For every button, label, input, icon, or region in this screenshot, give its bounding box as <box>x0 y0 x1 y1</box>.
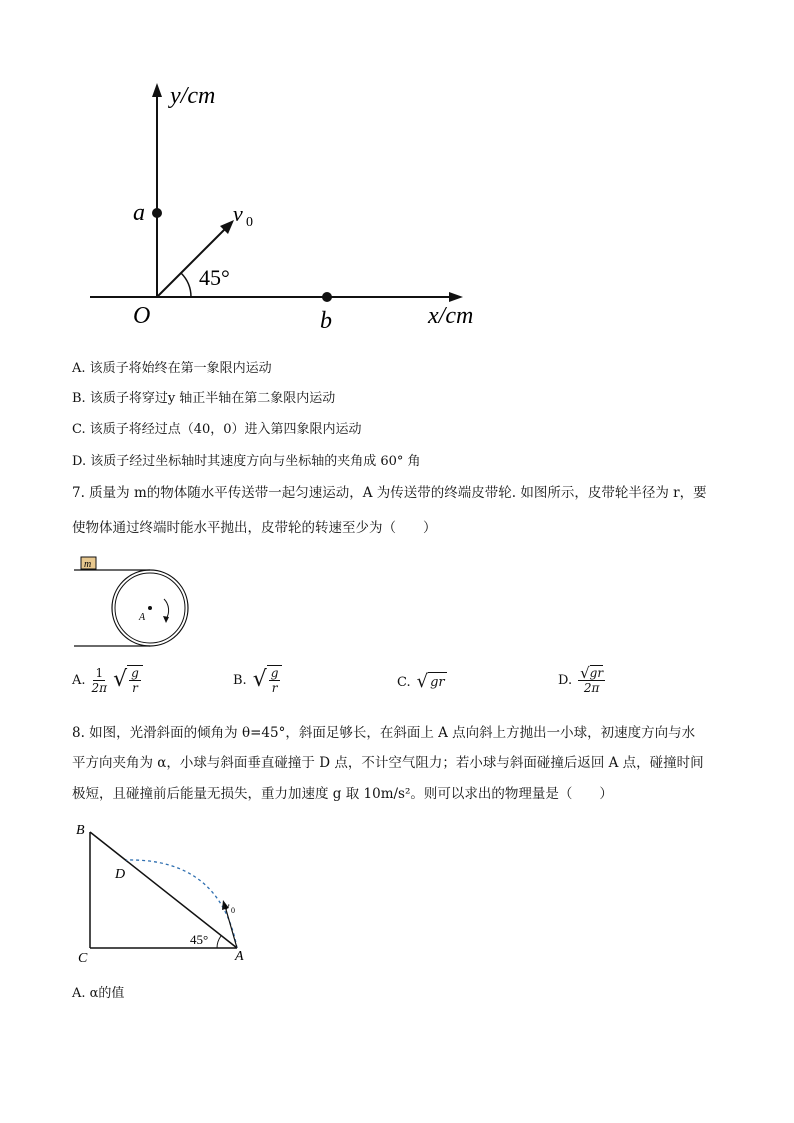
velocity-label: v <box>224 899 230 913</box>
velocity-subscript: 0 <box>231 906 235 915</box>
angle-label: 45° <box>199 265 230 290</box>
q7-choice-a-rad-num: g <box>131 666 139 680</box>
figure-conveyor-belt <box>70 553 200 653</box>
x-axis-arrow <box>449 292 463 302</box>
q7-choice-a-label: A. <box>72 672 86 688</box>
q7-choice-d <box>558 665 605 695</box>
q6-option-c: C. 该质子将经过点（40，0）进入第四象限内运动 <box>72 422 362 437</box>
q6-option-d: D. 该质子经过坐标轴时其速度方向与坐标轴的夹角成 60° 角 <box>72 454 421 469</box>
rotation-arrowhead <box>163 616 169 623</box>
mass-label: m <box>84 559 92 570</box>
point-b-dot <box>322 292 332 302</box>
y-axis-arrow <box>152 83 162 97</box>
q7-choice-b <box>233 665 282 695</box>
incline-slope <box>90 832 237 948</box>
point-a-label: a <box>133 200 145 226</box>
q8-line-2: 平方向夹角为 α，小球与斜面垂直碰撞于 D 点，不计空气阻力；若小球与斜面碰撞后返回 A 点，碰撞时间 <box>72 755 704 771</box>
q7-choice-d-label: D. <box>558 672 573 688</box>
q7-choice-a-rad-den: r <box>132 681 138 695</box>
origin-label: O <box>133 303 151 329</box>
q7-choice-d-fraction: √ gr 2π <box>580 663 604 695</box>
q7-choice-a-num: 1 <box>95 665 104 680</box>
q7-choice-c-label: C. <box>397 674 411 690</box>
angle-arc <box>217 936 221 948</box>
q7-choice-c-rad: gr <box>428 672 447 692</box>
q7-choice-c-sqrt: √ gr <box>416 671 445 692</box>
q6-option-a: A. 该质子将始终在第一象限内运动 <box>72 361 272 376</box>
q7-line-2: 使物体通过终端时能水平抛出，皮带轮的转速至少为（ ） <box>72 520 437 536</box>
q8-line-3: 极短，且碰撞前后能量无损失，重力加速度 g 取 10m/s²。则可以求出的物理量是（ ） <box>72 786 613 802</box>
q7-line-1: 7. 质量为 m的物体随水平传送带一起匀速运动，A 为传送带的终端皮带轮. 如图所示，皮带轮半径为 r，要 <box>72 485 707 501</box>
point-a-dot <box>152 208 162 218</box>
q7-choice-a <box>72 665 143 695</box>
point-b-label: b <box>320 308 332 334</box>
q7-choice-c <box>397 672 447 692</box>
q7-choice-b-rad-num: g <box>270 666 279 680</box>
velocity-label: v <box>233 201 243 226</box>
label-A: A <box>235 949 244 964</box>
angle-label: 45° <box>190 932 209 947</box>
q7-choice-b-label: B. <box>233 672 247 688</box>
q8-line-1: 8. 如图，光滑斜面的倾角为 θ=45°，斜面足够长，在斜面上 A 点向斜上方抛出一小球，初速度方向与水 <box>72 725 696 741</box>
x-axis-label: x/cm <box>428 303 474 329</box>
rotation-arrow <box>164 599 169 619</box>
pulley-center-dot <box>148 606 152 610</box>
velocity-subscript: 0 <box>246 215 253 230</box>
q7-choice-d-rad: gr <box>589 666 604 680</box>
y-axis-label: y/cm <box>170 83 216 109</box>
figure-incline <box>70 818 270 968</box>
q7-choice-a-fraction <box>92 666 108 695</box>
figure-coordinate-system <box>80 75 500 345</box>
q7-choice-b-rad-den: r <box>271 681 278 695</box>
label-C: C <box>78 951 88 966</box>
label-B: B <box>76 823 85 838</box>
q8-option-a: A. α的值 <box>72 986 125 1001</box>
q7-choice-b-sqrt: √ $\frac{g}{r}$ <box>253 665 283 695</box>
q7-choice-a-den: 2π <box>91 680 108 695</box>
q7-choice-d-den: 2π <box>583 681 600 695</box>
angle-arc <box>181 273 191 297</box>
pulley-label: A <box>139 612 146 623</box>
q7-choice-a-sqrt: √ $\frac{g}{r}$ <box>113 665 143 695</box>
label-D: D <box>115 867 126 882</box>
q6-option-b: B. 该质子将穿过y 轴正半轴在第二象限内运动 <box>72 391 336 406</box>
